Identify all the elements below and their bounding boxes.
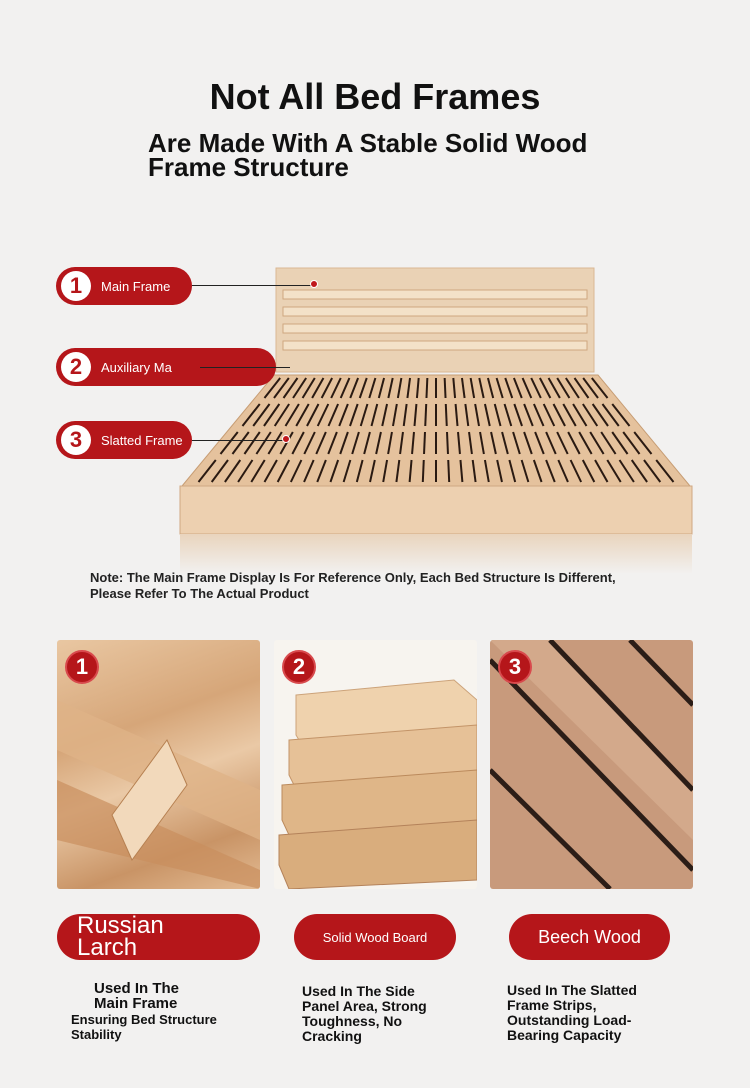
slat-gap: [447, 432, 448, 454]
marker-dot: [282, 435, 290, 443]
leader-line: [192, 285, 314, 286]
material-number-badge: 3: [498, 650, 532, 684]
leader-line: [200, 367, 290, 368]
material-image-russian-larch: [57, 640, 260, 889]
callout-number: 2: [61, 352, 91, 382]
material-image-solid-wood-board: [274, 640, 477, 889]
material-number-badge: 2: [282, 650, 316, 684]
slat-gap: [448, 460, 449, 482]
slat-gap: [446, 404, 447, 426]
disclaimer-note: Note: The Main Frame Display Is For Reference Only, Each Bed Structure Is Different, Please Refer To The Actual Product: [90, 570, 616, 601]
material-name-solid-wood-board: [294, 914, 456, 960]
slat-gap: [424, 432, 425, 454]
callout-number: 1: [61, 271, 91, 301]
material-name-label: Russian Larch: [77, 912, 164, 961]
page-title: Not All Bed Frames: [209, 76, 541, 117]
callout-slatted-frame: [56, 421, 192, 459]
callout-label: Auxiliary Ma: [101, 359, 172, 375]
slat-gap: [426, 378, 427, 398]
callout-main-frame: [56, 267, 192, 305]
material-name-beech-wood: [509, 914, 670, 960]
leader-line: [192, 440, 284, 441]
bed-frame-diagram: [0, 250, 750, 590]
slat-gap: [445, 378, 446, 398]
material-description-main: Used In The Main Frame: [94, 980, 180, 1012]
material-description: Used In The Side Panel Area, Strong Toughness, No Cracking: [302, 983, 427, 1044]
material-name-russian-larch: [57, 914, 260, 960]
marker-dot: [310, 280, 318, 288]
material-number-badge: 1: [65, 650, 99, 684]
callout-number: 3: [61, 425, 91, 455]
material-image-beech-wood: [490, 640, 693, 889]
callout-label: Main Frame: [101, 278, 171, 294]
slat-gap: [425, 404, 426, 426]
material-description-sub: Ensuring Bed Structure Stability: [71, 1012, 217, 1042]
material-name-label: Solid Wood Board: [322, 929, 428, 945]
slat-gap: [423, 460, 424, 482]
material-description: Used In The Slatted Frame Strips, Outstanding Load-Bearing Capacity: [507, 982, 637, 1043]
page-subtitle: Are Made With A Stable Solid Wood Frame Structure: [148, 128, 588, 182]
material-name-label: Beech Wood: [538, 926, 641, 947]
callout-label: Slatted Frame: [101, 432, 183, 448]
